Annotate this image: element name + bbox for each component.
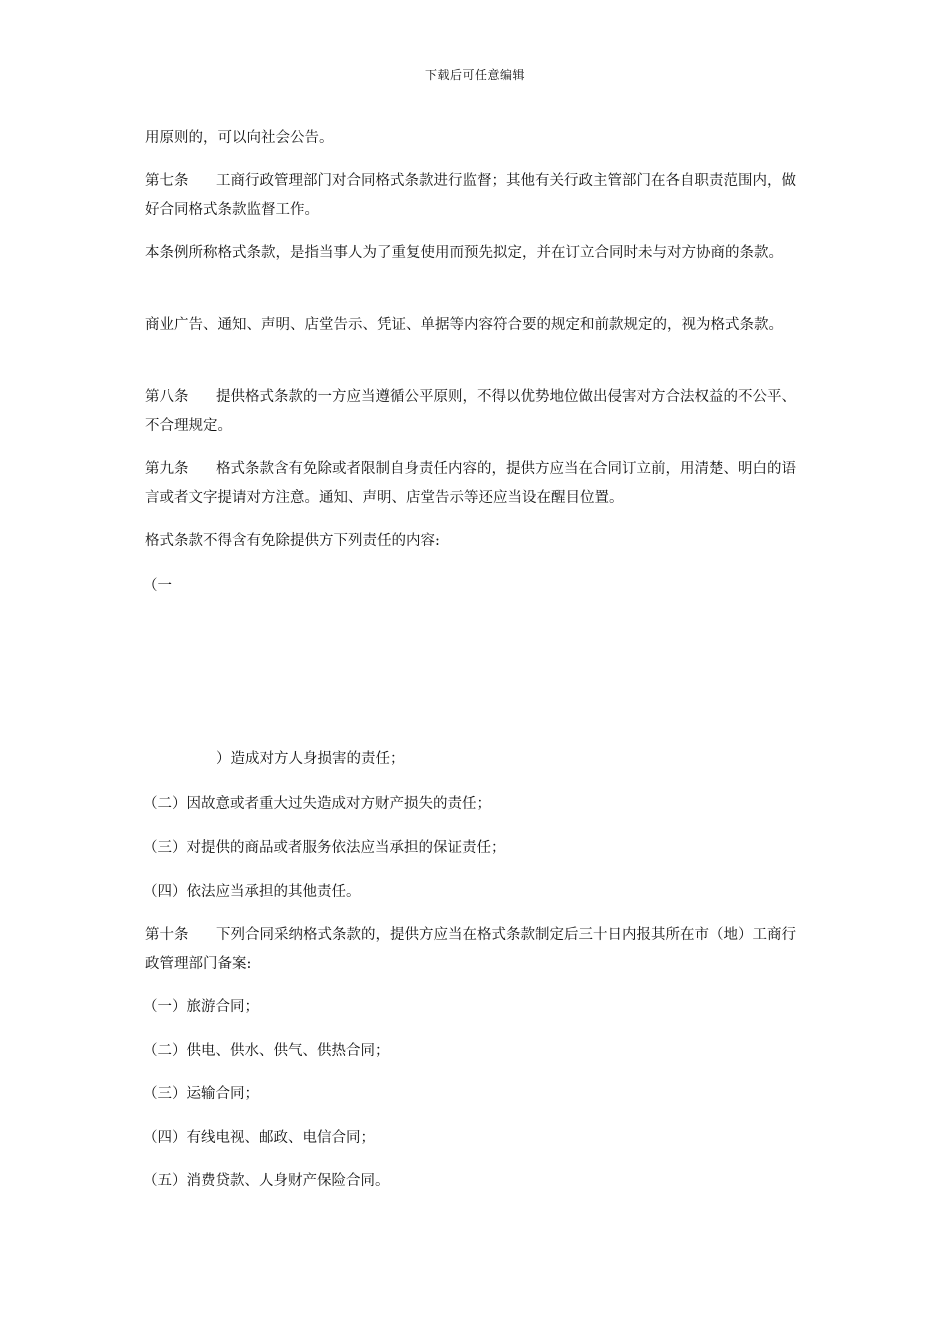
page-header: 下载后可任意编辑 <box>424 68 525 82</box>
paragraph <box>145 311 807 340</box>
article-number: 第十条 <box>145 927 189 943</box>
list-item-fragment: （一 <box>143 578 172 594</box>
paragraph <box>145 124 807 153</box>
article-number: 第九条 <box>145 461 189 477</box>
article-10 <box>145 921 807 979</box>
paragraph-text: 下列合同采纳格式条款的，提供方应当在格式条款制定后三十日内报其所在市（地）工商行政管理部门备案: <box>145 927 797 972</box>
paragraph-text: 本条例所称格式条款，是指当事人为了重复使用而预先拟定，并在订立合同时未与对方协商的条款。 <box>145 245 783 261</box>
paragraph-text: 格式条款含有免除或者限制自身责任内容的，提供方应当在合同订立前，用清楚、明白的语言或者文字提请对方注意。通知、声明、店堂告示等还应当设在醒目位置。 <box>145 461 797 506</box>
article-8 <box>145 383 807 441</box>
article-number: 第七条 <box>145 173 189 189</box>
list-item-fragment: ）造成对方人身损害的责任； <box>216 751 405 767</box>
list-item: （一）旅游合同； <box>143 999 259 1015</box>
paragraph-text: 工商行政管理部门对合同格式条款进行监督；其他有关行政主管部门在各自职责范围内，做好合同格式条款监督工作。 <box>145 173 797 218</box>
list-item: （二）供电、供水、供气、供热合同； <box>143 1043 390 1059</box>
list-item: （四）依法应当承担的其他责任。 <box>143 884 361 900</box>
list-item: （三）对提供的商品或者服务依法应当承担的保证责任； <box>143 840 506 856</box>
list-item: （三）运输合同； <box>143 1086 259 1102</box>
paragraph: 格式条款不得含有免除提供方下列责任的内容: <box>145 533 440 549</box>
paragraph-text: 用原则的，可以向社会公告。 <box>145 130 334 146</box>
list-item: （五）消费贷款、人身财产保险合同。 <box>143 1173 390 1189</box>
list-item: （四）有线电视、邮政、电信合同； <box>143 1130 375 1146</box>
paragraph-text: 商业广告、通知、声明、店堂告示、凭证、单据等内容符合要的规定和前款规定的，视为格式条款。 <box>145 317 783 333</box>
article-number: 第八条 <box>145 389 189 405</box>
list-item: （二）因故意或者重大过失造成对方财产损失的责任； <box>143 796 491 812</box>
article-9 <box>145 455 807 513</box>
article-7 <box>145 167 807 225</box>
paragraph-text: 提供格式条款的一方应当遵循公平原则，不得以优势地位做出侵害对方合法权益的不公平、不合理规定。 <box>145 389 797 434</box>
paragraph <box>145 239 807 268</box>
